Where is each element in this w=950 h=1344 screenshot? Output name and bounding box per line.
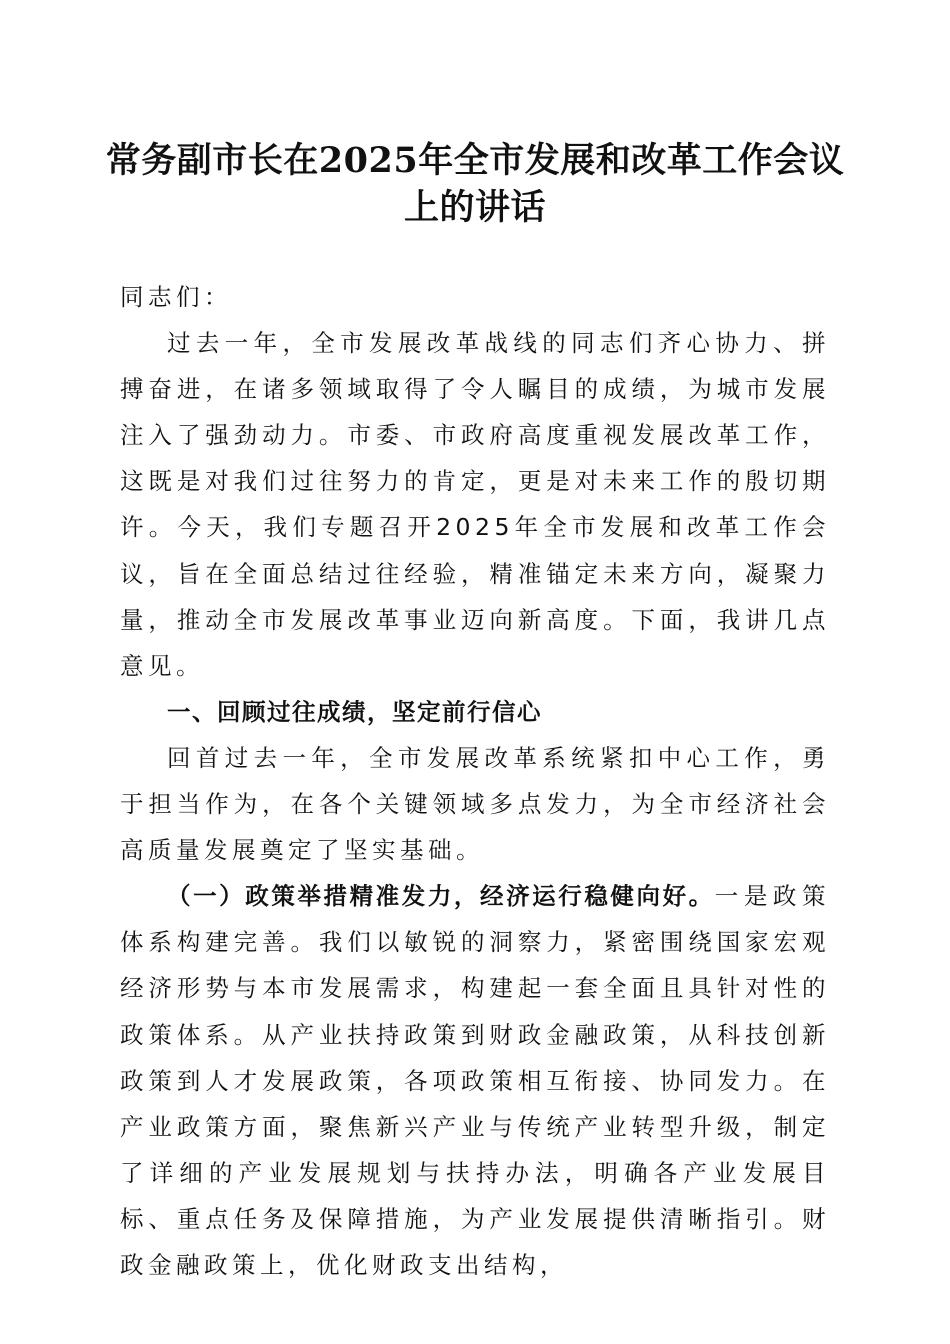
section-heading: 一、回顾过往成绩，坚定前行信心	[167, 697, 542, 726]
paragraph-section-intro: 回首过去一年，全市发展改革系统紧扣中心工作，勇于担当作为，在各个关键领域多点发力，为全市经济社会高质量发展奠定了坚实基础。	[120, 743, 830, 865]
document-body	[120, 274, 830, 1288]
salutation: 同志们：	[120, 283, 232, 311]
paragraph-subsection	[120, 873, 830, 1288]
subsection-heading: （一）政策举措精准发力，经济运行稳健向好。	[167, 882, 715, 911]
document-title: 常务副市长在2025年全市发展和改革工作会议上的讲话	[105, 140, 845, 228]
subsection-body: 一是政策体系构建完善。我们以敏锐的洞察力，紧密围绕国家宏观经济形势与本市发展需求，构建起一套全面且具针对性的政策体系。从产业扶持政策到财政金融政策，从科技创新政策到人才发展政策，各项政策相互衔接、协同发力。在产业政策方面，聚焦新兴产业与传统产业转型升级，制定了详细的产业发展规划与扶持办法，明确各产业发展目标、重点任务及保障措施，为产业发展提供清晰指引。财政金融政策上，优化财政支出结构，	[120, 882, 830, 1279]
paragraph-opening: 过去一年，全市发展改革战线的同志们齐心协力、拼搏奋进，在诸多领域取得了令人瞩目的成绩，为城市发展注入了强劲动力。市委、市政府高度重视发展改革工作，这既是对我们过往努力的肯定，更是对未来工作的殷切期许。今天，我们专题召开2025年全市发展和改革工作会议，旨在全面总结过往经验，精准锚定未来方向，凝聚力量，推动全市发展改革事业迈向新高度。下面，我讲几点意见。	[120, 329, 830, 680]
